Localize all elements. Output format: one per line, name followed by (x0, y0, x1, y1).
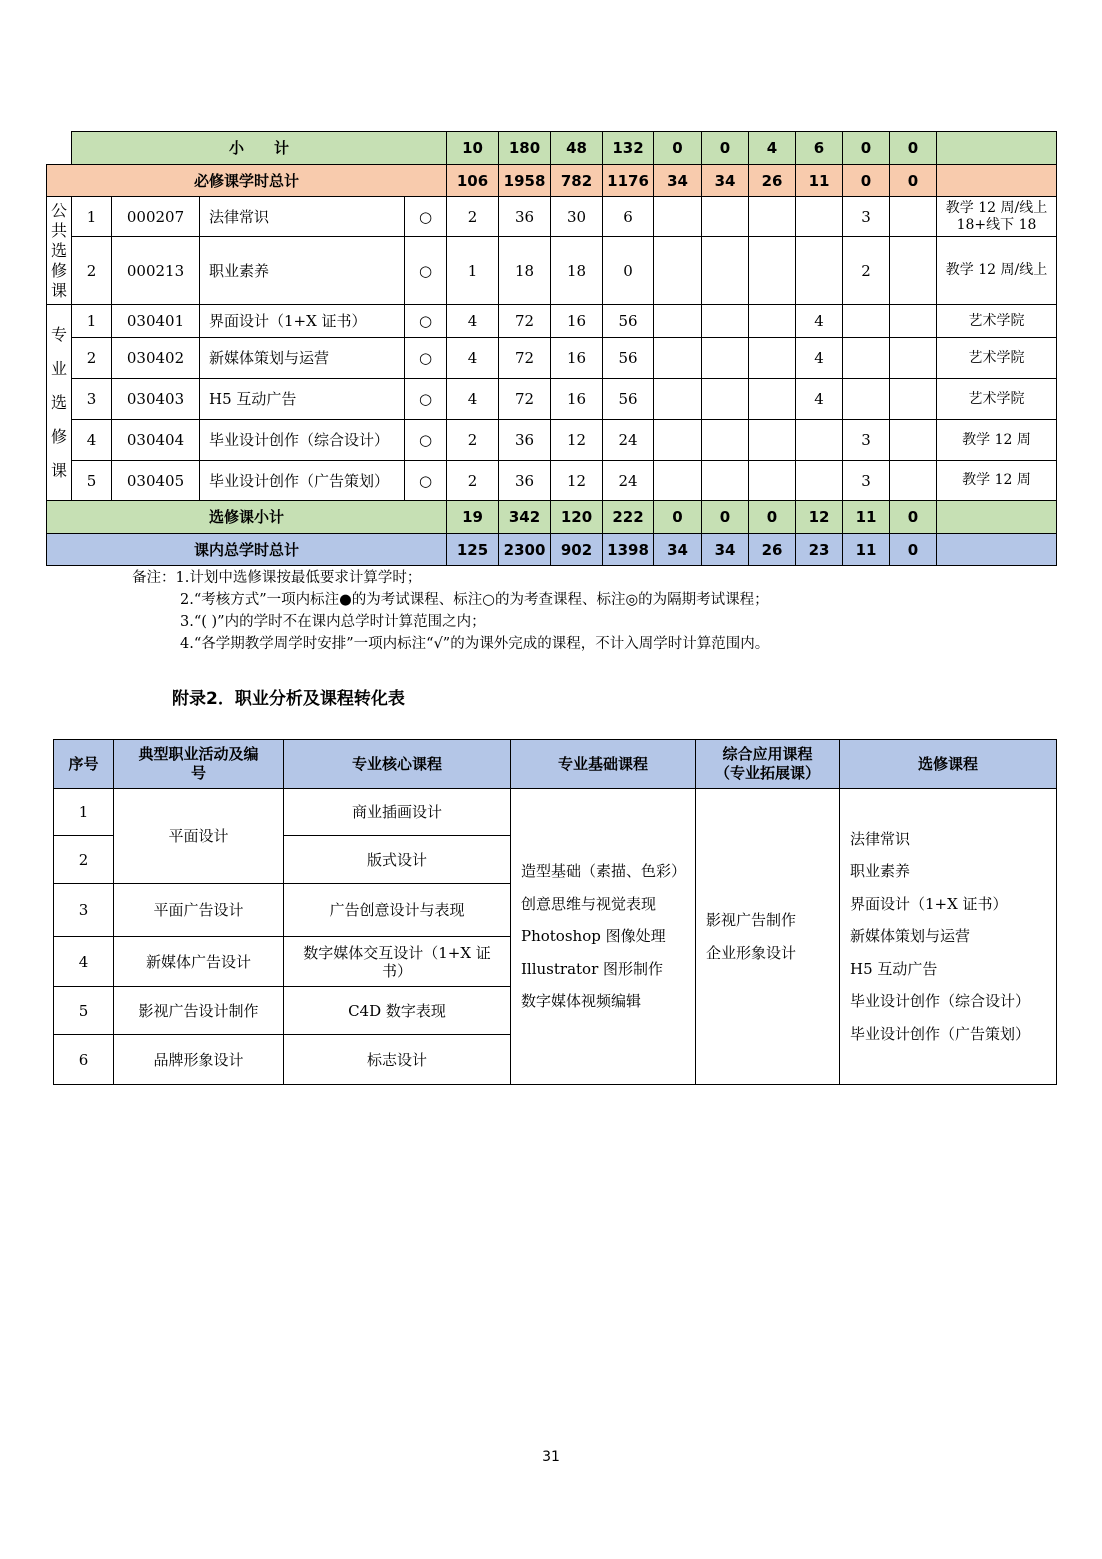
value-cell: 1958 (499, 165, 551, 197)
header-elective: 选修课程 (840, 740, 1057, 789)
core-cell: 商业插画设计 (284, 789, 511, 836)
hours: 18 (499, 237, 551, 305)
sem-cell (749, 197, 796, 237)
remark-cell: 教学 12 周 (937, 420, 1057, 461)
value-cell: 34 (702, 534, 749, 566)
sem-cell: 2 (843, 237, 890, 305)
sem-cell: 3 (843, 461, 890, 501)
note-item: 2.“考核方式”一项内标注●的为考试课程、标注○的为考查课程、标注◎的为隔期考试课程； (180, 592, 769, 608)
value-cell: 34 (654, 534, 702, 566)
table-row (47, 420, 1057, 461)
note-lead: 备注：1.计划中选修课按最低要求计算学时； (132, 570, 422, 586)
sem-cell (749, 338, 796, 379)
course-name: 法律常识 (200, 197, 405, 237)
theory-hours: 30 (551, 197, 603, 237)
remark-cell: 教学 12 周/线上 (937, 237, 1057, 305)
header-core: 专业核心课程 (284, 740, 511, 789)
row-no: 1 (54, 789, 114, 836)
assess-mark: ○ (405, 305, 447, 338)
sem-cell (890, 461, 937, 501)
sem-cell (749, 237, 796, 305)
sem-cell (843, 305, 890, 338)
hours: 72 (499, 305, 551, 338)
row-no: 5 (72, 461, 112, 501)
sem-cell (796, 237, 843, 305)
theory-hours: 16 (551, 379, 603, 420)
value-cell: 106 (447, 165, 499, 197)
hours: 72 (499, 379, 551, 420)
sem-cell (654, 338, 702, 379)
row-no: 5 (54, 987, 114, 1035)
sem-cell (749, 379, 796, 420)
table-row (47, 305, 1057, 338)
sem-cell: 3 (843, 420, 890, 461)
sem-cell (749, 420, 796, 461)
core-cell: 标志设计 (284, 1035, 511, 1085)
row-no: 3 (54, 884, 114, 937)
theory-hours: 16 (551, 338, 603, 379)
sem-cell (890, 197, 937, 237)
sem-cell (654, 197, 702, 237)
credit: 2 (447, 461, 499, 501)
practice-hours: 56 (603, 379, 654, 420)
value-cell: 4 (749, 132, 796, 165)
theory-hours: 16 (551, 305, 603, 338)
credit: 2 (447, 420, 499, 461)
course-name: 毕业设计创作（综合设计） (200, 420, 405, 461)
row-label: 课内总学时总计 (47, 534, 447, 566)
row-no: 1 (72, 197, 112, 237)
value-cell: 1398 (603, 534, 654, 566)
value-cell: 0 (702, 132, 749, 165)
row-no: 4 (72, 420, 112, 461)
table-row (47, 197, 1057, 237)
value-cell: 48 (551, 132, 603, 165)
course-name: H5 互动广告 (200, 379, 405, 420)
category-major-elective: 专 业 选 修 课 (47, 305, 72, 501)
sem-cell (702, 197, 749, 237)
practice-hours: 56 (603, 305, 654, 338)
row-label: 选修课小计 (47, 501, 447, 534)
row-no: 3 (72, 379, 112, 420)
activity-cell: 新媒体广告设计 (114, 937, 284, 987)
sem-cell (654, 379, 702, 420)
assess-mark: ○ (405, 237, 447, 305)
hours: 36 (499, 197, 551, 237)
theory-hours: 18 (551, 237, 603, 305)
activity-cell: 品牌形象设计 (114, 1035, 284, 1085)
value-cell: 11 (796, 165, 843, 197)
value-cell: 222 (603, 501, 654, 534)
value-cell: 34 (702, 165, 749, 197)
remark-cell (937, 132, 1057, 165)
remark-cell: 教学 12 周 (937, 461, 1057, 501)
notes (132, 567, 769, 655)
applied-courses: 影视广告制作 企业形象设计 (696, 789, 840, 1085)
value-cell: 0 (654, 132, 702, 165)
value-cell: 23 (796, 534, 843, 566)
required-total-row (47, 165, 1057, 197)
row-no: 1 (72, 305, 112, 338)
course-plan-table (46, 131, 1057, 566)
value-cell: 0 (890, 501, 937, 534)
remark-cell: 艺术学院 (937, 338, 1057, 379)
elective-courses: 法律常识 职业素养 界面设计（1+X 证书） 新媒体策划与运营 H5 互动广告 毕业设计创作（综合设计） 毕业设计创作（广告策划） (840, 789, 1057, 1085)
page-number: 31 (542, 1449, 560, 1465)
sem-cell (890, 305, 937, 338)
sem-cell (702, 338, 749, 379)
sem-cell (890, 338, 937, 379)
value-cell: 782 (551, 165, 603, 197)
practice-hours: 56 (603, 338, 654, 379)
value-cell: 0 (890, 165, 937, 197)
activity-cell: 平面广告设计 (114, 884, 284, 937)
value-cell: 125 (447, 534, 499, 566)
hours: 36 (499, 420, 551, 461)
course-code: 000207 (112, 197, 200, 237)
sem-cell (843, 379, 890, 420)
value-cell: 0 (890, 534, 937, 566)
table-row (47, 461, 1057, 501)
course-code: 030401 (112, 305, 200, 338)
value-cell: 132 (603, 132, 654, 165)
row-no: 2 (54, 836, 114, 884)
course-name: 新媒体策划与运营 (200, 338, 405, 379)
course-code: 030403 (112, 379, 200, 420)
row-label: 小 计 (72, 132, 447, 165)
subtotal-row (47, 132, 1057, 165)
value-cell: 120 (551, 501, 603, 534)
value-cell: 0 (654, 501, 702, 534)
sem-cell (796, 461, 843, 501)
core-cell: 版式设计 (284, 836, 511, 884)
elective-subtotal-row (47, 501, 1057, 534)
hours: 72 (499, 338, 551, 379)
note-item: 3.“( )”内的学时不在课内总学时计算范围之内； (180, 614, 486, 630)
header-activity: 典型职业活动及编 号 (114, 740, 284, 789)
activity-cell: 平面设计 (114, 789, 284, 884)
sem-cell (796, 197, 843, 237)
blank-cell (47, 132, 72, 165)
value-cell: 902 (551, 534, 603, 566)
row-label: 必修课学时总计 (47, 165, 447, 197)
sem-cell (654, 237, 702, 305)
practice-hours: 6 (603, 197, 654, 237)
sem-cell (796, 420, 843, 461)
credit: 4 (447, 305, 499, 338)
header-basic: 专业基础课程 (511, 740, 696, 789)
basic-courses: 造型基础（素描、色彩） 创意思维与视觉表现 Photoshop 图像处理 Illustrator 图形制作 数字媒体视频编辑 (511, 789, 696, 1085)
remark-cell (937, 501, 1057, 534)
remark-cell: 教学 12 周/线上 18+线下 18 (937, 197, 1057, 237)
row-no: 4 (54, 937, 114, 987)
course-name: 毕业设计创作（广告策划） (200, 461, 405, 501)
value-cell: 6 (796, 132, 843, 165)
assess-mark: ○ (405, 379, 447, 420)
credit: 1 (447, 237, 499, 305)
course-name: 职业素养 (200, 237, 405, 305)
value-cell: 0 (890, 132, 937, 165)
assess-mark: ○ (405, 461, 447, 501)
value-cell: 1176 (603, 165, 654, 197)
value-cell: 11 (843, 501, 890, 534)
header-row (54, 740, 1057, 789)
career-course-table (53, 739, 1057, 1085)
course-name: 界面设计（1+X 证书） (200, 305, 405, 338)
credit: 2 (447, 197, 499, 237)
theory-hours: 12 (551, 420, 603, 461)
core-cell: 数字媒体交互设计（1+X 证 书） (284, 937, 511, 987)
sem-cell (843, 338, 890, 379)
activity-cell: 影视广告设计制作 (114, 987, 284, 1035)
value-cell: 34 (654, 165, 702, 197)
header-no: 序号 (54, 740, 114, 789)
table-row (47, 379, 1057, 420)
sem-cell (702, 420, 749, 461)
value-cell: 26 (749, 165, 796, 197)
value-cell: 180 (499, 132, 551, 165)
value-cell: 12 (796, 501, 843, 534)
value-cell: 0 (843, 165, 890, 197)
value-cell: 26 (749, 534, 796, 566)
category-public-elective: 公 共 选 修 课 (47, 197, 72, 305)
sem-cell (749, 305, 796, 338)
course-code: 030405 (112, 461, 200, 501)
row-no: 2 (72, 237, 112, 305)
value-cell: 0 (702, 501, 749, 534)
sem-cell: 4 (796, 305, 843, 338)
note-item: 4.“各学期教学周学时安排”一项内标注“√”的为课外完成的课程，不计入周学时计算范围内。 (180, 636, 770, 652)
row-no: 2 (72, 338, 112, 379)
sem-cell (702, 461, 749, 501)
credit: 4 (447, 379, 499, 420)
row-no: 6 (54, 1035, 114, 1085)
sem-cell (654, 461, 702, 501)
assess-mark: ○ (405, 197, 447, 237)
credit: 4 (447, 338, 499, 379)
sem-cell (749, 461, 796, 501)
sem-cell: 3 (843, 197, 890, 237)
theory-hours: 12 (551, 461, 603, 501)
value-cell: 342 (499, 501, 551, 534)
table-row (47, 338, 1057, 379)
value-cell: 11 (843, 534, 890, 566)
remark-cell (937, 165, 1057, 197)
sem-cell: 4 (796, 379, 843, 420)
sem-cell (890, 420, 937, 461)
sem-cell (890, 379, 937, 420)
value-cell: 19 (447, 501, 499, 534)
core-cell: C4D 数字表现 (284, 987, 511, 1035)
in-class-total-row (47, 534, 1057, 566)
value-cell: 0 (843, 132, 890, 165)
sem-cell (654, 305, 702, 338)
course-code: 000213 (112, 237, 200, 305)
value-cell: 2300 (499, 534, 551, 566)
sem-cell (654, 420, 702, 461)
sem-cell: 4 (796, 338, 843, 379)
remark-cell (937, 534, 1057, 566)
assess-mark: ○ (405, 338, 447, 379)
table-row (54, 789, 1057, 836)
sem-cell (702, 237, 749, 305)
sem-cell (702, 379, 749, 420)
value-cell: 0 (749, 501, 796, 534)
course-code: 030402 (112, 338, 200, 379)
course-code: 030404 (112, 420, 200, 461)
appendix-title: 附录2．职业分析及课程转化表 (172, 689, 405, 709)
value-cell: 10 (447, 132, 499, 165)
table-row (47, 237, 1057, 305)
sem-cell (890, 237, 937, 305)
assess-mark: ○ (405, 420, 447, 461)
remark-cell: 艺术学院 (937, 379, 1057, 420)
remark-cell: 艺术学院 (937, 305, 1057, 338)
sem-cell (702, 305, 749, 338)
practice-hours: 24 (603, 461, 654, 501)
core-cell: 广告创意设计与表现 (284, 884, 511, 937)
practice-hours: 24 (603, 420, 654, 461)
hours: 36 (499, 461, 551, 501)
practice-hours: 0 (603, 237, 654, 305)
header-applied: 综合应用课程 （专业拓展课） (696, 740, 840, 789)
